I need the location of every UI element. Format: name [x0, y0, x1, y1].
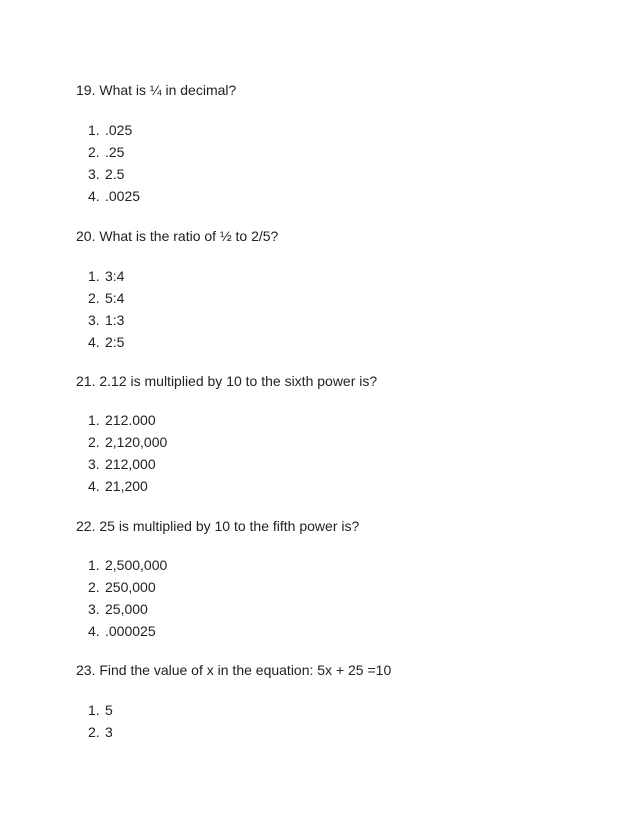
option-number: 1.: [88, 702, 100, 718]
option-item: [88, 702, 113, 724]
option-item: [88, 434, 167, 456]
option-text: 250,000: [105, 579, 156, 595]
option-text: .25: [105, 144, 125, 160]
option-text: 2.5: [105, 166, 125, 182]
option-number: 3.: [88, 456, 100, 472]
option-text: .0025: [105, 188, 141, 204]
option-text: .025: [105, 122, 133, 138]
option-item: [88, 166, 140, 188]
option-item: [88, 478, 167, 500]
option-text: 212.000: [105, 412, 156, 428]
option-item: [88, 188, 140, 210]
option-text: 2:5: [105, 334, 125, 350]
question-23: 23. Find the value of x in the equation: 5x + 25 =10: [76, 662, 392, 678]
option-item: [88, 456, 167, 478]
option-text: .000025: [105, 623, 156, 639]
option-text: 5: [105, 702, 113, 718]
option-text: 2,500,000: [105, 557, 168, 573]
option-item: [88, 724, 113, 746]
option-text: 3:4: [105, 268, 125, 284]
option-number: 3.: [88, 166, 100, 182]
option-item: [88, 312, 124, 334]
option-text: 1:3: [105, 312, 125, 328]
option-number: 2.: [88, 434, 100, 450]
option-item: [88, 290, 124, 312]
question-20-options: [88, 268, 124, 356]
question-19: 19. What is ¼ in decimal?: [76, 82, 237, 98]
option-text: 3: [105, 724, 113, 740]
question-21: 21. 2.12 is multiplied by 10 to the sixth power is?: [76, 373, 378, 389]
option-number: 4.: [88, 188, 100, 204]
option-number: 2.: [88, 579, 100, 595]
option-number: 4.: [88, 334, 100, 350]
option-item: [88, 122, 140, 144]
option-number: 3.: [88, 601, 100, 617]
question-23-options: [88, 702, 113, 746]
question-19-options: [88, 122, 140, 210]
question-22-options: [88, 557, 167, 645]
option-text: 21,200: [105, 478, 148, 494]
option-item: [88, 334, 124, 356]
option-number: 4.: [88, 623, 100, 639]
option-item: [88, 601, 167, 623]
option-number: 2.: [88, 144, 100, 160]
question-22: 22. 25 is multiplied by 10 to the fifth power is?: [76, 518, 360, 534]
option-number: 1.: [88, 412, 100, 428]
option-item: [88, 557, 167, 579]
option-number: 1.: [88, 268, 100, 284]
option-text: 212,000: [105, 456, 156, 472]
option-number: 2.: [88, 724, 100, 740]
question-20: 20. What is the ratio of ½ to 2/5?: [76, 228, 279, 244]
option-item: [88, 579, 167, 601]
option-number: 1.: [88, 122, 100, 138]
option-item: [88, 144, 140, 166]
option-number: 1.: [88, 557, 100, 573]
option-text: 2,120,000: [105, 434, 168, 450]
option-item: [88, 268, 124, 290]
question-21-options: [88, 412, 167, 500]
option-item: [88, 623, 167, 645]
option-number: 2.: [88, 290, 100, 306]
option-number: 4.: [88, 478, 100, 494]
option-text: 25,000: [105, 601, 148, 617]
option-number: 3.: [88, 312, 100, 328]
option-item: [88, 412, 167, 434]
option-text: 5:4: [105, 290, 125, 306]
